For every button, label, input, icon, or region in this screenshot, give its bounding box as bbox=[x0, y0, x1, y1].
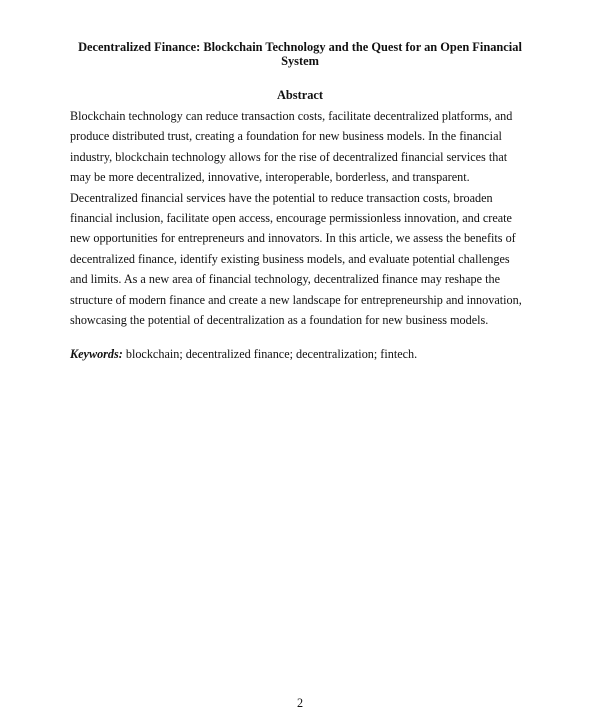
keywords-list: blockchain; decentralized finance; decentralization; fintech. bbox=[122, 347, 418, 361]
keywords-line bbox=[70, 344, 530, 364]
abstract-body: Blockchain technology can reduce transaction costs, facilitate decentralized platforms, and produce distributed trust, creating a foundation for new business models. In the financial industry, blockchain technology allows for the rise of decentralized financial services that may be more decentralized, innovative, interoperable, borderless, and transparent. Decentralized financial services have the potential to reduce transaction costs, broaden financial inclusion, facilitate open access, encourage permissionless innovation, and create new opportunities for entrepreneurs and innovators. In this article, we assess the benefits of decentralized finance, identify existing business models, and evaluate potential challenges and limits. As a new area of financial technology, decentralized finance may reshape the structure of modern finance and create a new landscape for entrepreneurship and innovation, showcasing the potential of decentralization as a foundation for new business models. bbox=[70, 109, 522, 328]
abstract-heading: Abstract bbox=[276, 88, 324, 102]
keywords-label: Keywords: bbox=[70, 347, 123, 361]
page-number: 2 bbox=[296, 696, 304, 710]
paper-title: Decentralized Finance: Blockchain Technology and the Quest for an Open Financial System bbox=[78, 40, 522, 68]
